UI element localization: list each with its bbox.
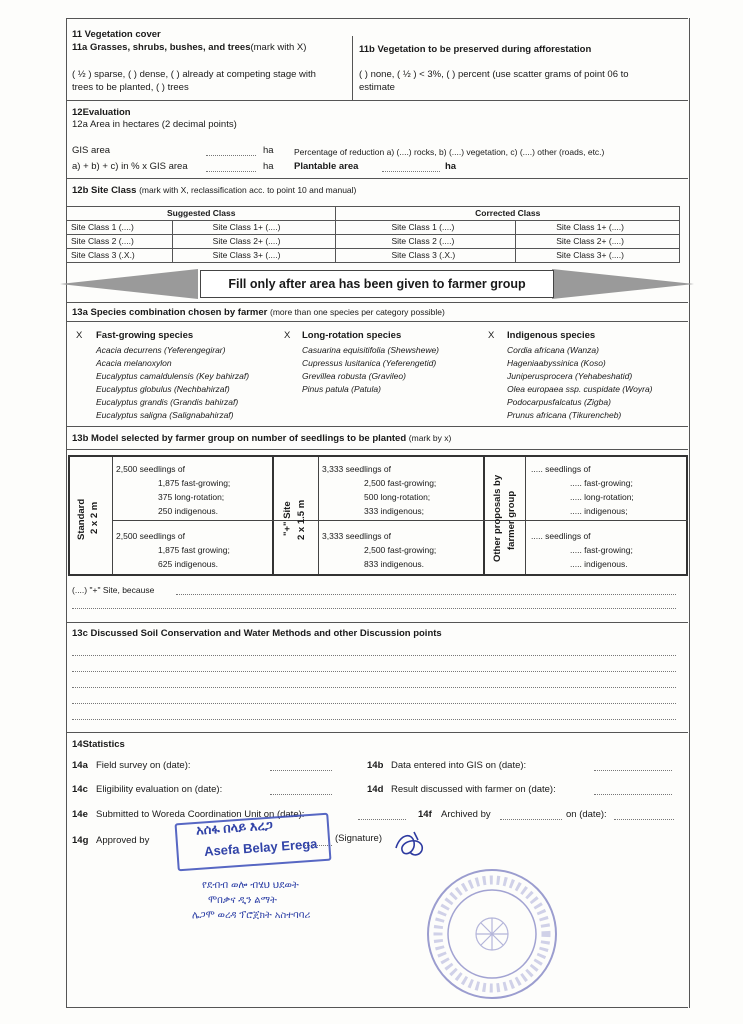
right-arrow-icon: [552, 269, 694, 299]
gis-area-label: GIS area: [72, 145, 111, 156]
left-arrow-icon: [60, 269, 198, 299]
species-item[interactable]: Eucalyptus globulus (Nechbahirzaf): [96, 384, 230, 394]
section-11-title: 11 Vegetation cover: [72, 29, 161, 40]
model-text: 3,333 seedlings of: [322, 531, 391, 541]
section-12b-title: [72, 184, 356, 197]
field-14a-input[interactable]: [270, 770, 332, 771]
divider: [525, 457, 526, 574]
field-14f-input[interactable]: [500, 819, 562, 820]
divider: [66, 622, 688, 623]
stamp-title-line2: ሞበቃና ዲን ልማት: [208, 895, 277, 906]
gis-area-unit: ha: [263, 145, 274, 156]
indigenous-x-mark[interactable]: X: [488, 330, 495, 341]
divider: [66, 426, 688, 427]
model-text: 625 indigenous.: [158, 559, 219, 569]
standard-dim: 2 x 2 m: [89, 501, 100, 534]
section-13b-title-text: 13b Model selected by farmer group on number of seedlings to be planted: [72, 433, 407, 444]
field-14d-input[interactable]: [594, 794, 672, 795]
reduction-text: Percentage of reduction a) (....) rocks, b) (....) vegetation, c) (....) other (roads, etc.): [294, 147, 605, 157]
model-text: 250 indigenous.: [158, 506, 219, 516]
field-14c-number: 14c: [72, 784, 88, 795]
model-text: ..... seedlings of: [531, 531, 591, 541]
divider: [66, 1007, 688, 1008]
signature-mark: [392, 828, 428, 862]
site-class-cell[interactable]: Site Class 1+ (....): [516, 221, 680, 235]
model-text: ..... long-rotation;: [570, 492, 634, 502]
divider: [483, 457, 485, 574]
species-item[interactable]: Cupressus lusitanica (Yeferengetid): [302, 358, 437, 368]
species-item[interactable]: Eucalyptus camaldulensis (Key bahirzaf): [96, 371, 250, 381]
gis-area-field[interactable]: [206, 155, 256, 156]
section-13c-title: 13c Discussed Soil Conservation and Water Methods and other Discussion points: [72, 628, 442, 639]
field-14d-number: 14d: [367, 784, 384, 795]
model-text: 2,500 seedlings of: [116, 464, 185, 474]
model-text: ..... seedlings of: [531, 464, 591, 474]
divider: [318, 457, 319, 574]
section-13b-title: [72, 432, 451, 445]
species-item[interactable]: Casuarina equisitifolia (Shewshewe): [302, 345, 440, 355]
species-item[interactable]: Hageniaabyssinica (Koso): [507, 358, 606, 368]
divider: [66, 449, 688, 450]
corrected-class-header: Corrected Class: [336, 207, 680, 221]
section-13a-title-text: 13a Species combination chosen by farmer: [72, 307, 268, 318]
divider: [66, 302, 688, 303]
stamp-title-line1: የደብብ ወሎ ብሄህ ህደወት: [202, 880, 299, 891]
section-11b-line2: estimate: [359, 82, 395, 93]
site-class-cell[interactable]: Site Class 2 (....): [67, 235, 173, 249]
site-class-cell[interactable]: Site Class 3 (.X.): [336, 249, 516, 263]
species-item[interactable]: Olea europaea ssp. cuspidate (Woyra): [507, 384, 653, 394]
divider: [66, 178, 688, 179]
model-text: 1,875 fast-growing;: [158, 478, 231, 488]
section-12-title: 12Evaluation: [72, 107, 131, 118]
site-class-cell[interactable]: Site Class 1 (....): [336, 221, 516, 235]
table-row: [67, 221, 680, 235]
section-11a-title-text: 11a Grasses, shrubs, bushes, and trees: [72, 42, 251, 53]
model-text: 1,875 fast growing;: [158, 545, 230, 555]
site-class-cell[interactable]: Site Class 3 (.X.): [67, 249, 173, 263]
species-item[interactable]: Acacia melanoxylon: [96, 358, 172, 368]
divider: [352, 36, 353, 100]
section-11b-line1: ( ) none, ( ½ ) < 3%, ( ) percent (use scatter grams of point 06 to: [359, 69, 629, 80]
divider: [272, 457, 274, 574]
model-text: 2,500 fast-growing;: [364, 478, 437, 488]
section-14-title: 14Statistics: [72, 739, 125, 750]
section-12b-note: (mark with X, reclassification acc. to point 10 and manual): [139, 185, 357, 195]
model-text: 3,333 seedlings of: [322, 464, 391, 474]
field-14c-label: Eligibility evaluation on (date):: [96, 784, 223, 795]
divider: [66, 100, 688, 101]
section-12a-title: 12a Area in hectares (2 decimal points): [72, 119, 237, 130]
site-class-cell[interactable]: Site Class 1+ (....): [172, 221, 336, 235]
field-14a-number: 14a: [72, 760, 88, 771]
model-text: ..... fast-growing;: [570, 478, 633, 488]
divider: [66, 18, 688, 19]
field-14e-input[interactable]: [358, 819, 406, 820]
plantable-area-unit: ha: [445, 161, 457, 172]
calc-area-label: a) + b) + c) in % x GIS area: [72, 161, 188, 172]
plantable-area-field[interactable]: [382, 171, 440, 172]
table-header-row: [67, 207, 680, 221]
divider: [112, 520, 688, 521]
species-item[interactable]: Acacia decurrens (Yeferengegirar): [96, 345, 226, 355]
species-item[interactable]: Eucalyptus grandis (Grandis bahirzaf): [96, 397, 239, 407]
stamp-title-line3: ሌጋሞ ወረዳ ፕሮጀክት አስተባባሪ: [192, 910, 311, 921]
site-class-table: [66, 206, 680, 263]
model-text: 500 long-rotation;: [364, 492, 431, 502]
long-rotation-title: Long-rotation species: [302, 330, 402, 341]
field-14e-number: 14e: [72, 809, 88, 820]
species-item[interactable]: Podocarpusfalcatus (Zigba): [507, 397, 611, 407]
other-proposals-label: Other proposals by: [492, 474, 503, 562]
standard-label: Standard: [76, 498, 87, 540]
plus-site-dim: 2 x 1.5 m: [296, 499, 307, 540]
site-class-cell[interactable]: Site Class 2+ (....): [172, 235, 336, 249]
model-text: 2,500 seedlings of: [116, 531, 185, 541]
plus-site-label: "+" Site: [282, 501, 293, 536]
official-seal: [424, 866, 560, 1002]
model-text: ..... fast-growing;: [570, 545, 633, 555]
section-11a-line2: trees to be planted, ( ) trees: [72, 82, 189, 93]
discussion-line[interactable]: [72, 671, 676, 672]
divider: [66, 732, 688, 733]
model-text: ..... indigenous;: [570, 506, 628, 516]
field-14b-input[interactable]: [594, 770, 672, 771]
field-14g-number: 14g: [72, 835, 89, 846]
plus-site-because-field[interactable]: [176, 594, 676, 595]
field-14f-date-input[interactable]: [614, 819, 674, 820]
species-item[interactable]: Grevillea robusta (Gravileo): [302, 371, 406, 381]
section-13a-note: (more than one species per category possible): [270, 307, 445, 317]
species-item[interactable]: Pinus patula (Patula): [302, 384, 381, 394]
discussion-line[interactable]: [72, 719, 676, 720]
field-14b-number: 14b: [367, 760, 384, 771]
plus-site-because-label: (....) "+" Site, because: [72, 585, 155, 595]
plus-site-because-field-2[interactable]: [72, 608, 676, 609]
field-14g-label: Approved by: [96, 835, 150, 846]
model-text: 333 indigenous;: [364, 506, 425, 516]
fast-growing-title: Fast-growing species: [96, 330, 194, 341]
field-14e-label: Submitted to Woreda Coordination Unit on (date):: [96, 809, 305, 820]
suggested-class-header: Suggested Class: [67, 207, 336, 221]
section-11b-title: 11b Vegetation to be preserved during afforestation: [359, 44, 592, 55]
stamp-name-english: Asefa Belay Erega: [203, 836, 318, 859]
table-row: [67, 249, 680, 263]
plantable-area-label: Plantable area: [294, 161, 359, 172]
species-item[interactable]: Cordia africana (Wanza): [507, 345, 599, 355]
calc-area-field[interactable]: [206, 171, 256, 172]
site-class-cell[interactable]: Site Class 3+ (....): [172, 249, 336, 263]
model-text: ..... indigenous.: [570, 559, 628, 569]
long-x-mark[interactable]: X: [284, 330, 291, 341]
discussion-line[interactable]: [72, 655, 676, 656]
stamp-name-amharic: አሰፋ በላይ እረጋ: [195, 817, 274, 838]
field-14d-label: Result discussed with farmer on (date):: [391, 784, 556, 795]
fast-x-mark[interactable]: X: [76, 330, 83, 341]
calc-area-unit: ha: [263, 161, 274, 172]
discussion-line[interactable]: [72, 687, 676, 688]
divider: [66, 321, 688, 322]
site-class-cell[interactable]: Site Class 1 (....): [67, 221, 173, 235]
section-11a-note: (mark with X): [250, 42, 307, 53]
field-14a-label: Field survey on (date):: [96, 760, 191, 771]
field-14c-input[interactable]: [270, 794, 332, 795]
site-class-cell[interactable]: Site Class 3+ (....): [516, 249, 680, 263]
divider: [112, 457, 113, 574]
species-item[interactable]: Eucalyptus saligna (Salignabahirzaf): [96, 410, 234, 420]
site-class-cell[interactable]: Site Class 2+ (....): [516, 235, 680, 249]
model-text: 833 indigenous.: [364, 559, 425, 569]
banner-text: Fill only after area has been given to farmer group: [200, 270, 554, 298]
section-13a-title: [72, 306, 445, 319]
section-11a-title: [72, 42, 306, 54]
species-item[interactable]: Prunus africana (Tikurencheb): [507, 410, 622, 420]
site-class-cell[interactable]: Site Class 2 (....): [336, 235, 516, 249]
species-item[interactable]: Juniperusprocera (Yehabeshatid): [507, 371, 633, 381]
field-14f-on-label: on (date):: [566, 809, 607, 820]
indigenous-title: Indigenous species: [507, 330, 596, 341]
table-row: [67, 235, 680, 249]
signature-label: (Signature): [335, 833, 382, 844]
field-14f-number: 14f: [418, 809, 432, 820]
field-14f-label: Archived by: [441, 809, 491, 820]
model-text: 375 long-rotation;: [158, 492, 225, 502]
section-12b-title-text: 12b Site Class: [72, 185, 137, 196]
field-14b-label: Data entered into GIS on (date):: [391, 760, 527, 771]
model-text: 2,500 fast-growing;: [364, 545, 437, 555]
other-proposals-label-2: farmer group: [506, 490, 517, 550]
section-13b-note: (mark by x): [408, 433, 452, 443]
section-11a-line1: ( ½ ) sparse, ( ) dense, ( ) already at competing stage with: [72, 69, 316, 80]
discussion-line[interactable]: [72, 703, 676, 704]
